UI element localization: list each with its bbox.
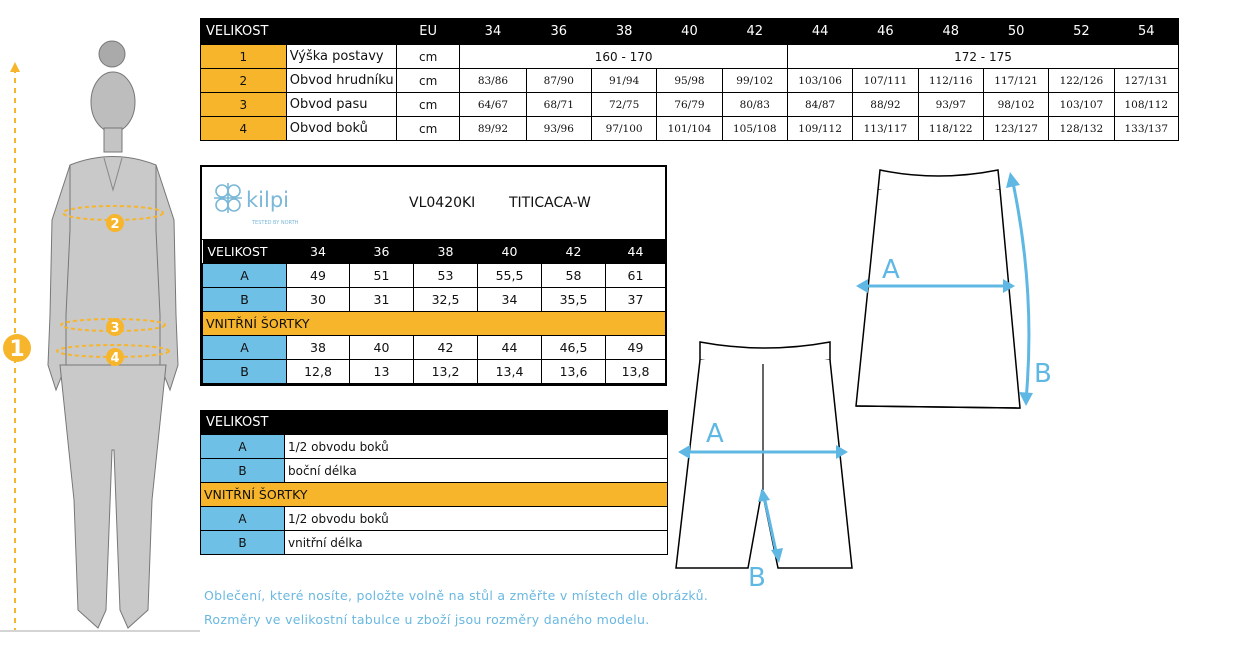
cell-value: 58 bbox=[542, 264, 606, 288]
table-row bbox=[203, 288, 666, 312]
row-desc: boční délka bbox=[285, 459, 668, 483]
cell-value: 51 bbox=[350, 264, 414, 288]
section-title: VNITŘNÍ ŠORTKY bbox=[201, 483, 668, 507]
cell-value: 99/102 bbox=[722, 69, 787, 93]
row-unit: cm bbox=[397, 45, 460, 69]
size-header: 34 bbox=[460, 19, 526, 45]
cell-value: 42 bbox=[414, 336, 478, 360]
size-header: 46 bbox=[853, 19, 918, 45]
marker-4: 4 bbox=[110, 351, 120, 366]
skirt-diagram bbox=[848, 160, 1063, 420]
size-header: 44 bbox=[627, 244, 644, 259]
row-number: 4 bbox=[201, 117, 287, 141]
shorts-label-b: B bbox=[748, 563, 766, 590]
table-row bbox=[201, 117, 1179, 141]
cell-value: 88/92 bbox=[853, 93, 918, 117]
cell-value: 64/67 bbox=[460, 93, 526, 117]
cell-value: 49 bbox=[287, 264, 350, 288]
cell-value: 13,6 bbox=[542, 360, 606, 384]
cell-value: 31 bbox=[350, 288, 414, 312]
row-label: A bbox=[201, 507, 285, 531]
kilpi-logo bbox=[208, 173, 298, 233]
note-model: Rozměry ve velikostní tabulce u zboží jsou rozměry daného modelu. bbox=[204, 612, 650, 627]
cell-value: 98/102 bbox=[983, 93, 1048, 117]
cell-value: 113/117 bbox=[853, 117, 918, 141]
row-desc: 1/2 obvodu boků bbox=[285, 507, 668, 531]
brand-name: kilpi bbox=[246, 188, 289, 212]
row-unit: cm bbox=[397, 117, 460, 141]
cell-value: 101/104 bbox=[657, 117, 722, 141]
size-header: 36 bbox=[373, 244, 390, 259]
cell-value: 128/132 bbox=[1049, 117, 1114, 141]
size-header: 38 bbox=[591, 19, 656, 45]
row-desc: 1/2 obvodu boků bbox=[285, 435, 668, 459]
cell-value: 87/90 bbox=[526, 69, 591, 93]
cell-value: 93/97 bbox=[918, 93, 983, 117]
size-header: 44 bbox=[787, 19, 852, 45]
section-title: VNITŘNÍ ŠORTKY bbox=[203, 312, 666, 336]
cell-value: 108/112 bbox=[1114, 93, 1178, 117]
cell-value: 68/71 bbox=[526, 93, 591, 117]
row-label: Obvod hrudníku bbox=[286, 69, 396, 93]
size-header: 54 bbox=[1114, 19, 1178, 45]
cell-value: 13 bbox=[350, 360, 414, 384]
table-row bbox=[201, 459, 668, 483]
height-range: 172 - 175 bbox=[787, 45, 1178, 69]
cell-value: 112/116 bbox=[918, 69, 983, 93]
cell-value: 133/137 bbox=[1114, 117, 1178, 141]
row-label: A bbox=[203, 264, 287, 288]
model-table bbox=[202, 240, 666, 384]
brand-tagline: TESTED BY NORTH bbox=[252, 220, 298, 226]
cell-value: 122/126 bbox=[1049, 69, 1114, 93]
size-header: 40 bbox=[657, 19, 722, 45]
cell-value: 44 bbox=[478, 336, 542, 360]
cell-value: 49 bbox=[606, 336, 666, 360]
cell-value: 93/96 bbox=[526, 117, 591, 141]
cell-value: 61 bbox=[606, 264, 666, 288]
shorts-diagram bbox=[670, 330, 870, 590]
cell-value: 105/108 bbox=[722, 117, 787, 141]
size-header: 36 bbox=[526, 19, 591, 45]
header-velikost: VELIKOST bbox=[201, 19, 397, 45]
height-range: 160 - 170 bbox=[460, 45, 788, 69]
table-row bbox=[201, 531, 668, 555]
cell-value: 13,4 bbox=[478, 360, 542, 384]
cell-value: 83/86 bbox=[460, 69, 526, 93]
size-header: 42 bbox=[722, 19, 787, 45]
cell-value: 84/87 bbox=[787, 93, 852, 117]
cell-value: 118/122 bbox=[918, 117, 983, 141]
table-row bbox=[201, 435, 668, 459]
row-label: A bbox=[203, 336, 287, 360]
cell-value: 37 bbox=[606, 288, 666, 312]
product-code: VL0420KI bbox=[409, 195, 476, 211]
row-label: Výška postavy bbox=[286, 45, 396, 69]
row-unit: cm bbox=[397, 93, 460, 117]
cell-value: 12,8 bbox=[287, 360, 350, 384]
cell-value: 53 bbox=[414, 264, 478, 288]
table-row bbox=[201, 93, 1179, 117]
table-row bbox=[201, 507, 668, 531]
size-header: 50 bbox=[983, 19, 1048, 45]
cell-value: 30 bbox=[287, 288, 350, 312]
cell-value: 123/127 bbox=[983, 117, 1048, 141]
table-row bbox=[203, 360, 666, 384]
row-label: Obvod boků bbox=[286, 117, 396, 141]
cell-value: 103/107 bbox=[1049, 93, 1114, 117]
size-header: 42 bbox=[565, 244, 582, 259]
shorts-label-a: A bbox=[706, 419, 724, 449]
row-label: B bbox=[201, 531, 285, 555]
row-label: B bbox=[203, 288, 287, 312]
cell-value: 38 bbox=[287, 336, 350, 360]
cell-value: 32,5 bbox=[414, 288, 478, 312]
table-row bbox=[203, 264, 666, 288]
cell-value: 107/111 bbox=[853, 69, 918, 93]
marker-1: 1 bbox=[9, 337, 25, 362]
table-row bbox=[203, 336, 666, 360]
cell-value: 76/79 bbox=[657, 93, 722, 117]
skirt-label-a: A bbox=[882, 255, 900, 285]
cell-value: 55,5 bbox=[478, 264, 542, 288]
cell-value: 127/131 bbox=[1114, 69, 1178, 93]
row-desc: vnitřní délka bbox=[285, 531, 668, 555]
row-label: B bbox=[203, 360, 287, 384]
skirt-label-b: B bbox=[1034, 359, 1052, 389]
section-row bbox=[203, 312, 666, 336]
note-measure: Oblečení, které nosíte, položte volně na stůl a změřte v místech dle obrázků. bbox=[204, 588, 709, 603]
marker-2: 2 bbox=[110, 217, 120, 232]
model-size-chart bbox=[200, 165, 667, 386]
cell-value: 80/83 bbox=[722, 93, 787, 117]
cell-value: 72/75 bbox=[591, 93, 656, 117]
cell-value: 35,5 bbox=[542, 288, 606, 312]
header-velikost: VELIKOST bbox=[207, 244, 268, 259]
cell-value: 117/121 bbox=[983, 69, 1048, 93]
table-row bbox=[201, 45, 1179, 69]
cell-value: 13,2 bbox=[414, 360, 478, 384]
cell-value: 95/98 bbox=[657, 69, 722, 93]
section-row bbox=[201, 483, 668, 507]
row-label: Obvod pasu bbox=[286, 93, 396, 117]
row-number: 3 bbox=[201, 93, 287, 117]
cell-value: 109/112 bbox=[787, 117, 852, 141]
header-velikost: VELIKOST bbox=[201, 411, 668, 435]
size-header: 38 bbox=[437, 244, 454, 259]
row-label: B bbox=[201, 459, 285, 483]
model-header bbox=[202, 167, 665, 240]
size-header: 40 bbox=[501, 244, 518, 259]
header-eu: EU bbox=[397, 19, 460, 45]
cell-value: 46,5 bbox=[542, 336, 606, 360]
size-header: 34 bbox=[310, 244, 326, 259]
cell-value: 40 bbox=[350, 336, 414, 360]
row-label: A bbox=[201, 435, 285, 459]
row-unit: cm bbox=[397, 69, 460, 93]
cell-value: 13,8 bbox=[606, 360, 666, 384]
cell-value: 97/100 bbox=[591, 117, 656, 141]
cell-value: 89/92 bbox=[460, 117, 526, 141]
cell-value: 34 bbox=[478, 288, 542, 312]
row-number: 2 bbox=[201, 69, 287, 93]
row-number: 1 bbox=[201, 45, 287, 69]
body-figure bbox=[0, 30, 200, 640]
table-row bbox=[201, 69, 1179, 93]
size-header: 52 bbox=[1049, 19, 1114, 45]
product-model: TITICACA-W bbox=[509, 195, 591, 211]
size-header: 48 bbox=[918, 19, 983, 45]
legend-chart bbox=[200, 410, 668, 555]
general-size-chart bbox=[200, 18, 1179, 141]
marker-3: 3 bbox=[110, 321, 120, 336]
cell-value: 103/106 bbox=[787, 69, 852, 93]
cell-value: 91/94 bbox=[591, 69, 656, 93]
